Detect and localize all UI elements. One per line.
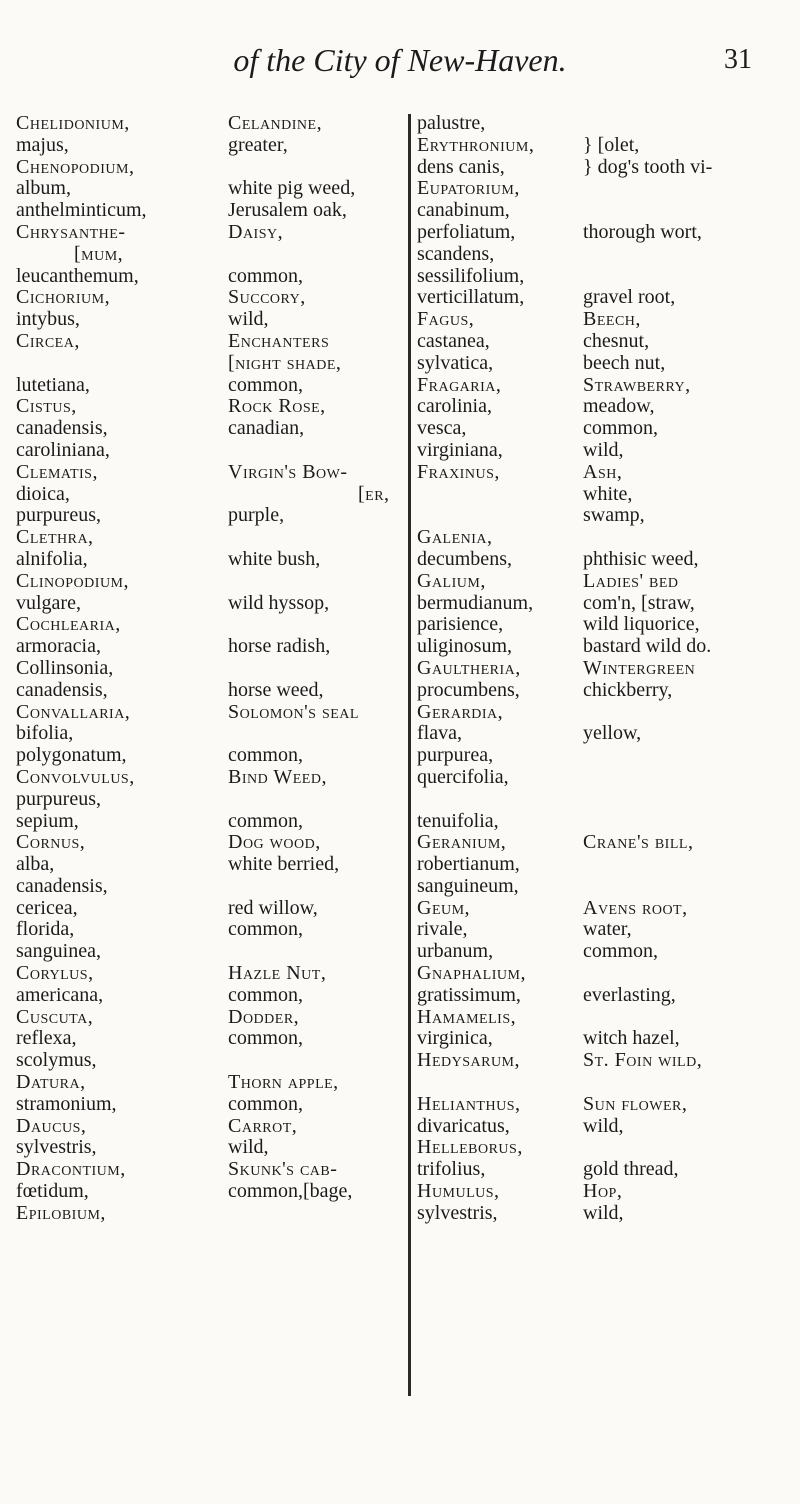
common-name: common, [228,744,303,767]
common-name: Ladies' bed [583,569,679,592]
latin-name: alnifolia, [16,547,88,570]
common-name: } [olet, [583,133,640,156]
latin-name: canabinum, [417,199,510,222]
latin-name: sessilifolium, [417,264,525,287]
latin-name: sanguineum, [417,874,519,897]
entry-row [417,918,800,940]
entry-row [417,265,800,287]
latin-name: Galium, [417,569,486,592]
latin-name: florida, [16,918,75,941]
entry-row [417,330,800,352]
common-name: wild liquorice, [583,613,700,636]
latin-name: verticillatum, [417,286,525,309]
entry-row [16,875,411,897]
common-name: Succory, [228,286,306,309]
latin-name: stramonium, [16,1092,117,1115]
latin-name: Clematis, [16,460,98,483]
common-name: red willow, [228,896,318,919]
common-name: swamp, [583,504,645,527]
page-number: 31 [724,44,752,75]
latin-name: Fraxinus, [417,460,500,483]
entry-row [417,679,800,701]
entry-row [16,221,411,243]
entry-row [417,134,800,156]
latin-name: virginica, [417,1027,493,1050]
entry-row [16,657,411,679]
latin-name: Fagus, [417,308,475,331]
common-name: gold thread, [583,1158,679,1181]
entry-row [16,635,411,657]
latin-name: trifolius, [417,1158,486,1181]
common-name: wild, [228,1136,269,1159]
common-name: Thorn apple, [228,1071,339,1094]
entry-row [16,286,411,308]
latin-name: Geum, [417,896,471,919]
common-name: Jerusalem oak, [228,199,347,222]
entry-row [16,1115,411,1137]
common-name: Skunk's cab- [228,1158,338,1181]
latin-name: intybus, [16,308,80,331]
common-name: water, [583,918,632,941]
common-name: Hop, [583,1180,623,1203]
entry-row [417,243,800,265]
entry-row [417,395,800,417]
entry-row [417,504,800,526]
entry-row [16,265,411,287]
latin-name: Cornus, [16,831,86,854]
latin-name: Humulus, [417,1180,500,1203]
entry-row [417,177,800,199]
latin-name: lutetiana, [16,373,90,396]
latin-name: Gnaphalium, [417,962,526,985]
common-name: white berried, [228,853,340,876]
common-name: Bind Weed, [228,765,327,788]
latin-name: polygonatum, [16,744,127,767]
entry-row [417,766,800,788]
entry-row [16,330,411,352]
latin-name: sylvatica, [417,351,494,374]
common-name: chesnut, [583,329,650,352]
entry-row [417,657,800,679]
entry-row [16,1027,411,1049]
common-name: Wintergreen [583,656,696,679]
common-name: common, [583,940,658,963]
latin-name: parisience, [417,613,504,636]
common-name: Rock Rose, [228,395,326,418]
latin-name: decumbens, [417,547,512,570]
latin-name: Corylus, [16,962,94,985]
entry-row [16,308,411,330]
entry-row [16,1006,411,1028]
latin-name: album, [16,177,71,200]
entry-row [16,679,411,701]
latin-name: Cuscuta, [16,1005,94,1028]
common-name: wild hyssop, [228,591,330,614]
common-name: chickberry, [583,678,673,701]
latin-name: Dracontium, [16,1158,126,1181]
common-name: [night shade, [228,351,342,374]
common-name: Crane's bill, [583,831,694,854]
common-name: common, [583,417,658,440]
latin-name: purpureus, [16,504,101,527]
running-title: of the City of New-Haven. [233,42,567,78]
common-name: yellow, [583,722,642,745]
entry-row [417,875,800,897]
column-divider [408,114,411,1396]
common-name: common,[bage, [228,1180,353,1203]
entry-row [16,352,411,374]
latin-name: procumbens, [417,678,520,701]
entry-row [417,1071,800,1093]
common-name: Beech, [583,308,641,331]
entry-row [417,940,800,962]
entry-row [417,592,800,614]
entry-row [16,134,411,156]
entry-row [417,483,800,505]
common-name: Sun flower, [583,1092,688,1115]
entry-row [417,984,800,1006]
page-header [0,42,800,92]
entry-row [417,1027,800,1049]
latin-name: Hedysarum, [417,1049,521,1072]
entry-row [16,112,411,134]
common-name: common, [228,1092,303,1115]
entry-row [16,897,411,919]
common-name: wild, [583,1114,624,1137]
latin-name: dens canis, [417,155,505,178]
latin-name: rivale, [417,918,468,941]
latin-name: urbanum, [417,940,494,963]
common-name: common, [228,918,303,941]
entry-row [16,548,411,570]
latin-name: americana, [16,983,104,1006]
latin-name: Cochlearia, [16,613,121,636]
entry-row [417,701,800,723]
entry-row [417,1049,800,1071]
latin-name: Cichorium, [16,286,111,309]
latin-name: Clinopodium, [16,569,130,592]
entry-row [417,1006,800,1028]
latin-name: Circea, [16,329,80,352]
right-column [417,112,800,1224]
left-column [16,112,411,1224]
latin-name: Clethra, [16,526,94,549]
latin-name: purpurea, [417,744,494,767]
latin-name: Datura, [16,1071,86,1094]
latin-name: flava, [417,722,462,745]
latin-name: sylvestris, [16,1136,97,1159]
latin-name: leucanthemum, [16,264,139,287]
entry-row [16,918,411,940]
entry-row [16,439,411,461]
latin-name: Collinsonia, [16,656,114,679]
common-name: canadian, [228,417,305,440]
entry-row [417,1158,800,1180]
entry-row [16,417,411,439]
entry-row [16,504,411,526]
latin-name: caroliniana, [16,438,110,461]
entry-row [16,199,411,221]
common-name: Virgin's Bow- [228,460,348,483]
entry-row [417,853,800,875]
entry-row [417,374,800,396]
latin-name: Helleborus, [417,1136,523,1159]
entry-row [16,701,411,723]
entry-row [16,766,411,788]
entry-row [16,831,411,853]
latin-name: sepium, [16,809,79,832]
entry-row [16,395,411,417]
entry-row [417,788,800,810]
common-name: beech nut, [583,351,666,374]
latin-name: Gerardia, [417,700,504,723]
entry-row [16,526,411,548]
entry-row [417,221,800,243]
entry-row [417,112,800,134]
latin-name: reflexa, [16,1027,77,1050]
entry-row [16,940,411,962]
entry-row [16,483,411,505]
latin-name: castanea, [417,329,490,352]
latin-name: scolymus, [16,1049,97,1072]
entry-row [417,1180,800,1202]
common-name: bastard wild do. [583,635,712,658]
entry-row [16,461,411,483]
common-name: [er, [358,482,390,505]
latin-name: Hamamelis, [417,1005,517,1028]
latin-name: cericea, [16,896,78,919]
entry-row [417,635,800,657]
latin-name: Cistus, [16,395,77,418]
entry-row [16,374,411,396]
latin-name: Convallaria, [16,700,131,723]
latin-name: sylvestris, [417,1201,498,1224]
common-name: Solomon's seal [228,700,359,723]
common-name: Carrot, [228,1114,298,1137]
latin-name: virginiana, [417,438,503,461]
entry-row [417,156,800,178]
entry-row [417,1202,800,1224]
entry-row [417,199,800,221]
common-name: Celandine, [228,112,323,134]
entry-row [417,352,800,374]
common-name: meadow, [583,395,655,418]
common-name: Dog wood, [228,831,321,854]
latin-name: gratissimum, [417,983,521,1006]
common-name: white, [583,482,633,505]
entry-row [16,592,411,614]
entry-row [417,1093,800,1115]
entry-row [417,831,800,853]
common-name: common, [228,373,303,396]
entry-row [417,744,800,766]
latin-name: divaricatus, [417,1114,510,1137]
entry-row [16,156,411,178]
common-name: Avens root, [583,896,688,919]
latin-name: Gaultheria, [417,656,521,679]
entry-row [16,1202,411,1224]
common-name: white bush, [228,547,321,570]
entry-row [417,548,800,570]
latin-name: vulgare, [16,591,81,614]
common-name: common, [228,1027,303,1050]
common-name: phthisic weed, [583,547,699,570]
entry-row [16,1136,411,1158]
latin-name: Daucus, [16,1114,87,1137]
entry-row [417,722,800,744]
common-name: horse weed, [228,678,324,701]
common-name: wild, [228,308,269,331]
latin-name: anthelminticum, [16,199,147,222]
latin-name: tenuifolia, [417,809,499,832]
latin-name: vesca, [417,417,467,440]
entry-row [16,788,411,810]
entry-row [417,810,800,832]
entry-row [16,984,411,1006]
latin-name: quercifolia, [417,765,509,788]
common-name: witch hazel, [583,1027,680,1050]
latin-name: canadensis, [16,417,108,440]
entry-row [417,439,800,461]
latin-name: Erythronium, [417,133,535,156]
common-name: com'n, [straw, [583,591,695,614]
latin-name: alba, [16,853,55,876]
entry-row [417,1115,800,1137]
common-name: horse radish, [228,635,331,658]
latin-name: Convolvulus, [16,765,135,788]
entry-row [16,853,411,875]
latin-name: canadensis, [16,874,108,897]
common-name: Hazle Nut, [228,962,327,985]
common-name: common, [228,264,303,287]
entry-row [16,1071,411,1093]
entry-row [16,1180,411,1202]
common-name: Dodder, [228,1005,300,1028]
latin-name: Chrysanthe- [16,220,126,243]
latin-name: palustre, [417,112,486,134]
latin-name: fœtidum, [16,1180,89,1203]
entry-row [16,744,411,766]
latin-name: uliginosum, [417,635,513,658]
common-name: purple, [228,504,285,527]
common-name: St. Foin wild, [583,1049,703,1072]
common-name: Ash, [583,460,623,483]
latin-name: [mum, [74,242,124,265]
latin-name: Eupatorium, [417,177,520,200]
latin-name: Epilobium, [16,1201,106,1224]
entry-row [417,570,800,592]
common-name: } dog's tooth vi- [583,155,713,178]
latin-name: Galenia, [417,526,493,549]
latin-name: Chelidonium, [16,112,130,134]
entry-row [16,613,411,635]
latin-name: carolinia, [417,395,492,418]
latin-name: perfoliatum, [417,220,516,243]
entry-row [417,286,800,308]
common-name: thorough wort, [583,220,702,243]
common-name: common, [228,983,303,1006]
latin-name: Fragaria, [417,373,502,396]
common-name: white pig weed, [228,177,356,200]
common-name: greater, [228,133,288,156]
common-name: wild, [583,1201,624,1224]
entry-row [16,243,411,265]
entry-row [417,417,800,439]
latin-name: armoracia, [16,635,101,658]
entry-row [417,613,800,635]
common-name: everlasting, [583,983,676,1006]
latin-name: bermudianum, [417,591,534,614]
latin-name: bifolia, [16,722,74,745]
entry-row [417,962,800,984]
entry-row [16,1093,411,1115]
latin-name: scandens, [417,242,495,265]
latin-name: dioica, [16,482,70,505]
common-name: Enchanters [228,329,330,352]
entry-row [417,1136,800,1158]
entry-row [16,810,411,832]
common-name: wild, [583,438,624,461]
latin-name: Helianthus, [417,1092,521,1115]
entry-row [417,308,800,330]
latin-name: sanguinea, [16,940,101,963]
entry-row [16,177,411,199]
entry-row [417,526,800,548]
common-name: common, [228,809,303,832]
entry-row [16,962,411,984]
common-name: Strawberry, [583,373,691,396]
entry-row [417,897,800,919]
latin-name: canadensis, [16,678,108,701]
latin-name: purpureus, [16,787,101,810]
entry-row [16,570,411,592]
entry-row [16,1049,411,1071]
latin-name: Geranium, [417,831,507,854]
entry-row [417,461,800,483]
entry-row [16,1158,411,1180]
entry-row [16,722,411,744]
latin-name: majus, [16,133,69,156]
common-name: gravel root, [583,286,676,309]
latin-name: robertianum, [417,853,520,876]
latin-name: Chenopodium, [16,155,135,178]
common-name: Daisy, [228,220,284,243]
